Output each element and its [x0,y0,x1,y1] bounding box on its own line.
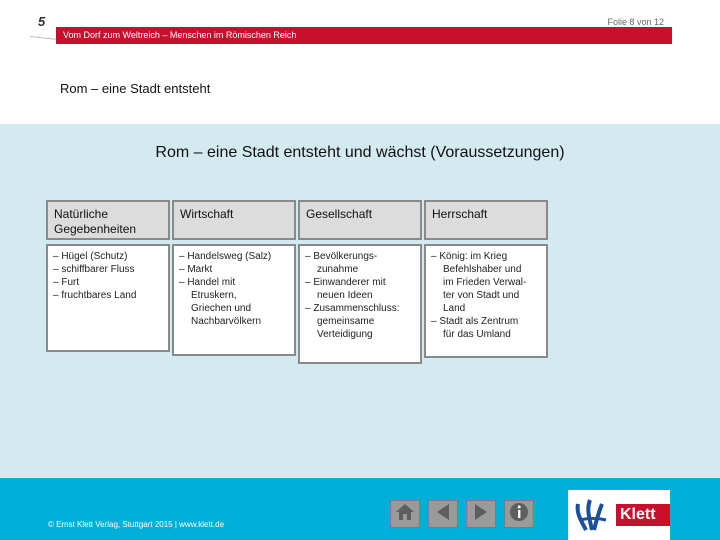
column-body-natural [46,244,170,352]
column-header-line: Gesellschaft [306,207,373,221]
column-header-line: Wirtschaft [180,207,234,221]
copyright: © Ernst Klett Verlag, Stuttgart 2015 | www.klett.de [48,520,225,529]
list-item: ter von Stadt und [443,290,520,301]
column-header-line: Gegebenheiten [54,222,137,236]
column-header-line: Natürliche [54,207,109,221]
list-item: im Frieden Verwal- [443,277,527,288]
list-item: – Einwanderer mit [305,277,386,288]
column-body-society [298,244,422,364]
page-number: 5 [38,14,46,29]
breadcrumb-bar [56,27,672,44]
list-item: neuen Ideen [317,290,373,301]
list-item: Befehlshaber und [443,264,522,275]
klett-clover-icon [572,496,612,539]
list-item: – schiffbarer Fluss [53,264,135,275]
list-item: Griechen und [191,303,252,314]
list-item: – fruchtbares Land [53,290,137,301]
list-item: – König: im Krieg [431,251,508,262]
list-item: – Furt [53,277,80,288]
list-item: gemeinsame [317,316,375,327]
list-item: – Zusammenschluss: [305,303,400,314]
list-item: – Hügel (Schutz) [53,251,128,262]
main-title: Rom – eine Stadt entsteht und wächst (Voraussetzungen) [155,144,565,161]
footer [0,478,720,540]
forward-icon [471,502,491,527]
home-button[interactable] [390,500,420,528]
column-header-society [298,200,422,240]
column-body-rule [424,244,548,358]
info-icon [508,501,530,528]
column-header-economy [172,200,296,240]
list-item: – Markt [179,264,213,275]
list-item: Verteidigung [317,329,373,340]
list-item: Land [443,303,466,314]
list-item: – Handelsweg (Salz) [179,251,272,262]
list-item: zunahme [317,264,359,275]
forward-button[interactable] [466,500,496,528]
column-header-line: Herrschaft [432,207,488,221]
slide-counter: Folie 8 von 12 [607,17,664,27]
back-icon [433,502,453,527]
list-item: Etruskern, [191,290,237,301]
breadcrumb: Vom Dorf zum Weltreich – Menschen im Römischen Reich [63,30,297,40]
home-icon [394,502,416,527]
list-item: – Handel mit [179,277,236,288]
column-body-economy [172,244,296,356]
list-item: – Bevölkerungs- [305,251,378,262]
column-header-natural [46,200,170,240]
section-title: Rom – eine Stadt entsteht [60,81,211,96]
back-button[interactable] [428,500,458,528]
list-item: Nachbarvölkern [191,316,262,327]
list-item: – Stadt als Zentrum [431,316,519,327]
column-header-rule [424,200,548,240]
content-area [0,124,720,478]
logo-text: Klett [616,504,670,526]
list-item: für das Umland [443,329,511,340]
klett-logo [568,490,670,540]
info-button[interactable] [504,500,534,528]
